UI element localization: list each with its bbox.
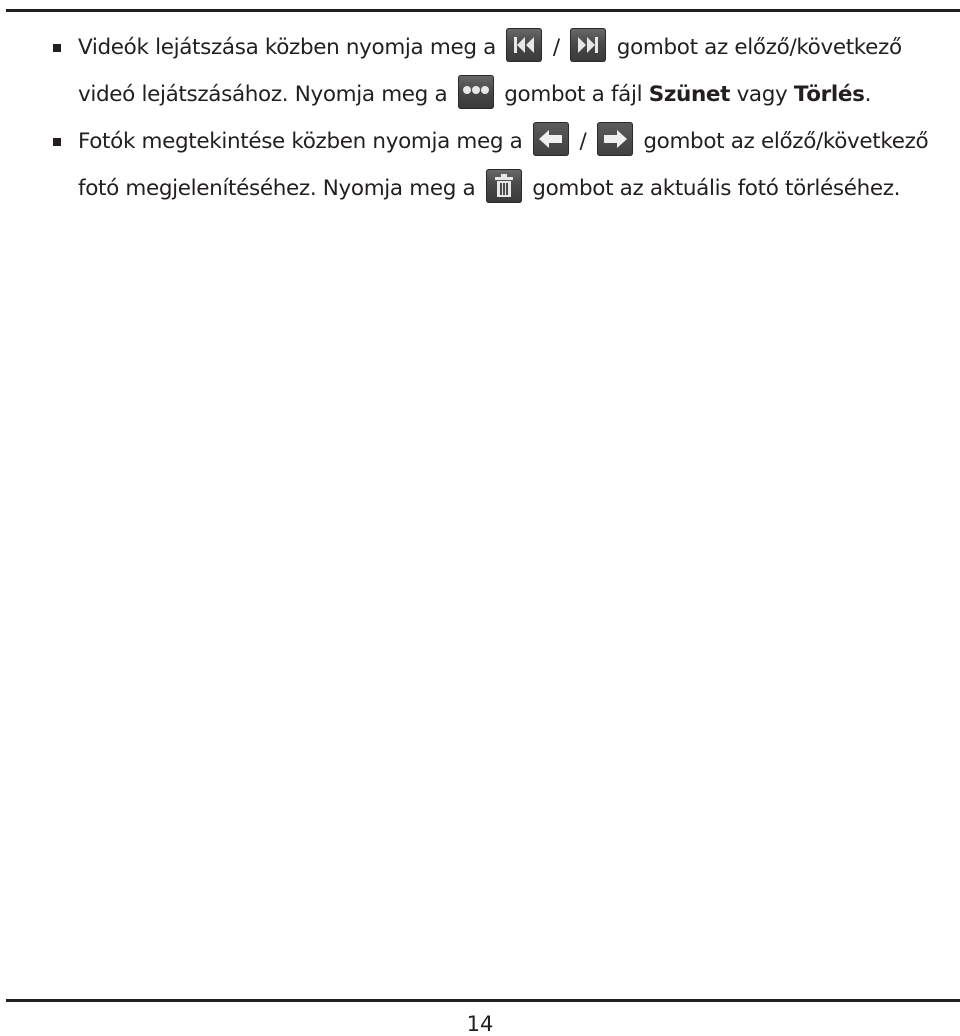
trash-icon (486, 169, 522, 203)
video-text-3: videó lejátszásához. Nyomja meg a (78, 82, 448, 107)
video-text-1: Videók lejátszása közben nyomja meg a (78, 35, 496, 60)
pause-term: Szünet (648, 82, 731, 107)
top-rule (6, 9, 960, 12)
arrow-right-icon (597, 122, 633, 156)
slash-separator: / (552, 35, 560, 60)
photo-line-1 (78, 118, 940, 165)
photo-text-1: Fotók megtekintése közben nyomja meg a (78, 129, 523, 154)
page-number: 14 (466, 1012, 494, 1036)
instruction-list (0, 24, 960, 212)
slash-separator: / (579, 129, 587, 154)
video-line-2 (78, 71, 940, 118)
skip-forward-icon (570, 28, 606, 62)
video-text-2: gombot az előző/következő (616, 35, 902, 60)
video-text-5: vagy (736, 82, 788, 107)
skip-back-icon (506, 28, 542, 62)
video-line-1 (78, 24, 940, 71)
period: . (864, 82, 872, 107)
bullet-marker (53, 44, 61, 52)
photo-text-2: gombot az előző/következő (643, 129, 929, 154)
photo-line-2 (78, 165, 940, 212)
photo-text-4: gombot az aktuális fotó törléséhez. (532, 176, 901, 201)
list-item-photo (0, 118, 960, 212)
more-options-icon (458, 75, 494, 109)
video-text-4: gombot a fájl (504, 82, 643, 107)
list-item-video (0, 24, 960, 118)
photo-text-3: fotó megjelenítéséhez. Nyomja meg a (78, 176, 476, 201)
bullet-marker (53, 138, 61, 146)
arrow-left-icon (533, 122, 569, 156)
bottom-rule (6, 999, 960, 1002)
delete-term: Törlés (793, 82, 865, 107)
